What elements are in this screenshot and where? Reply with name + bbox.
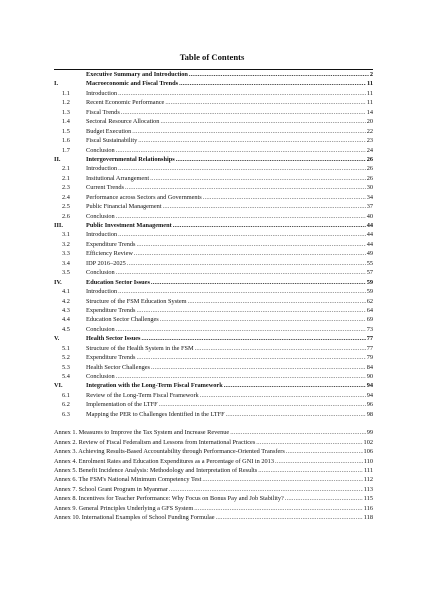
toc-entry-number: 1.5 bbox=[62, 127, 70, 135]
dot-leader bbox=[116, 372, 366, 381]
dot-leader bbox=[118, 164, 366, 173]
dot-leader bbox=[163, 202, 366, 211]
toc-entry-label: Public Financial Management bbox=[86, 203, 162, 211]
toc-exec-entry[interactable] bbox=[54, 69, 373, 79]
toc-entry-number: 3.1 bbox=[62, 231, 70, 239]
toc-entry-number: IV. bbox=[54, 278, 62, 286]
toc-subsection-entry[interactable] bbox=[54, 89, 373, 98]
toc-subsection-entry[interactable] bbox=[54, 287, 373, 296]
toc-entry-page: 34 bbox=[366, 193, 373, 201]
toc-section-entry[interactable] bbox=[54, 278, 373, 287]
dot-leader bbox=[176, 155, 366, 164]
toc-entry-number: 3.5 bbox=[62, 269, 70, 277]
toc-entry-page: 111 bbox=[364, 466, 373, 474]
toc-entry-label: Introduction bbox=[86, 89, 118, 97]
toc-entry-number: 2.4 bbox=[62, 193, 70, 201]
toc-entry-page: 44 bbox=[366, 231, 373, 239]
toc-entry-page: 11 bbox=[367, 80, 373, 88]
dot-leader bbox=[137, 240, 366, 249]
toc-entry-label: Expenditure Trends bbox=[86, 240, 136, 248]
toc-entry-number: 6.2 bbox=[62, 401, 70, 409]
toc-entry-page: 24 bbox=[366, 146, 373, 154]
page-title: Table of Contents bbox=[179, 52, 245, 62]
toc-entry-number: V. bbox=[54, 335, 60, 343]
toc-subsection-entry[interactable] bbox=[54, 117, 373, 126]
toc-entry-number: 4.5 bbox=[62, 325, 70, 333]
toc-entry-number: II. bbox=[54, 155, 61, 163]
toc-entry-number: 3.3 bbox=[62, 250, 70, 258]
toc-entry-number: 2.5 bbox=[62, 203, 70, 211]
toc-subsection-entry[interactable] bbox=[54, 249, 373, 258]
toc-entry-number: 5.2 bbox=[62, 354, 70, 362]
toc-annex-entry[interactable] bbox=[54, 475, 373, 484]
toc-entry-label: Education Sector Challenges bbox=[86, 316, 159, 324]
toc-entry-page: 59 bbox=[366, 278, 373, 286]
toc-gap bbox=[54, 419, 373, 428]
toc-entry-page: 44 bbox=[366, 240, 373, 248]
toc-entry-label: Performance across Sectors and Governments bbox=[86, 193, 202, 201]
toc-entry-label: Integration with the Long-Term Fiscal Framework bbox=[86, 382, 223, 390]
toc-entry-label: Annex 1. Measures to Improve the Tax System and Increase Revenue bbox=[54, 429, 230, 437]
toc-entry-label: Expenditure Trends bbox=[86, 306, 136, 314]
toc-entry-number: 6.1 bbox=[62, 391, 70, 399]
toc-entry-label: Structure of the FSM Education System bbox=[86, 297, 187, 305]
toc-subsection-entry[interactable] bbox=[54, 315, 373, 324]
toc-entry-page: 84 bbox=[366, 363, 373, 371]
dot-leader bbox=[116, 212, 366, 221]
toc-entry-page: 62 bbox=[366, 297, 373, 305]
dot-leader bbox=[200, 391, 366, 400]
toc-entry-page: 26 bbox=[366, 165, 373, 173]
toc-entry-page: 112 bbox=[363, 476, 373, 484]
toc-entry-page: 49 bbox=[366, 250, 373, 258]
toc-section-entry[interactable] bbox=[54, 334, 373, 343]
dot-leader bbox=[285, 494, 363, 503]
dot-leader bbox=[275, 457, 363, 466]
toc-entry-page: 110 bbox=[363, 457, 373, 465]
toc-entry-label: Structure of the Health System in the FSM bbox=[86, 344, 194, 352]
toc-entry-label: Health Sector Challenges bbox=[86, 363, 150, 371]
toc-subsection-entry[interactable] bbox=[54, 98, 373, 107]
dot-leader bbox=[121, 108, 366, 117]
toc-entry-page: 2 bbox=[369, 71, 373, 78]
dot-leader bbox=[150, 174, 366, 183]
toc-subsection-entry[interactable] bbox=[54, 344, 373, 353]
toc-entry-label: Annex 3. Achieving Results-Based Accountability through Performance-Oriented Transfers bbox=[54, 448, 285, 456]
toc-entry-page: 22 bbox=[366, 127, 373, 135]
toc-entry-label: Annex 9. General Principles Underlying a GFS System bbox=[54, 504, 194, 512]
toc-entry-page: 11 bbox=[366, 89, 373, 97]
toc-annex-entry[interactable] bbox=[54, 447, 373, 456]
toc-entry-label: Public Investment Management bbox=[86, 222, 172, 229]
toc-entry-label: Intergovernmental Relationships bbox=[86, 155, 175, 163]
toc-subsection-entry[interactable] bbox=[54, 353, 373, 362]
toc-subsection-entry[interactable] bbox=[54, 183, 373, 192]
toc-section-entry[interactable] bbox=[54, 155, 373, 164]
dot-leader bbox=[151, 278, 366, 287]
dot-leader bbox=[195, 344, 366, 353]
toc-entry-label: Recent Economic Performance bbox=[86, 99, 165, 107]
toc-entry-page: 77 bbox=[366, 335, 373, 343]
toc-entry-number: 4.1 bbox=[62, 288, 70, 296]
toc-annexes bbox=[54, 428, 373, 522]
toc-entry-number: 4.2 bbox=[62, 297, 70, 305]
toc-subsection-entry[interactable] bbox=[54, 363, 373, 372]
toc-entry-label: Conclusion bbox=[86, 146, 115, 154]
toc-entry-page: 96 bbox=[366, 401, 373, 409]
toc-entry-label: Executive Summary and Introduction bbox=[86, 71, 188, 78]
toc-entry-page: 77 bbox=[366, 344, 373, 352]
toc-entry-page: 79 bbox=[366, 354, 373, 362]
toc-entry-page: 94 bbox=[366, 391, 373, 399]
toc-entry-page: 116 bbox=[363, 504, 373, 512]
toc-entry-page: 113 bbox=[363, 485, 373, 493]
table-of-contents bbox=[54, 69, 373, 523]
toc-annex-entry[interactable] bbox=[54, 428, 373, 437]
toc-subsection-entry[interactable] bbox=[54, 259, 373, 268]
toc-entry-page: 20 bbox=[366, 118, 373, 126]
toc-entry-number: 1.7 bbox=[62, 146, 70, 154]
dot-leader bbox=[127, 259, 366, 268]
toc-entry-label: Sectoral Resource Allocation bbox=[86, 118, 160, 126]
dot-leader bbox=[116, 325, 366, 334]
toc-entry-number: 5.3 bbox=[62, 363, 70, 371]
toc-entry-label: Mapping the PER to Challenges Identified in the LTFF bbox=[86, 410, 225, 418]
toc-entry-number: 4.4 bbox=[62, 316, 70, 324]
toc-entry-page: 11 bbox=[366, 99, 373, 107]
dot-leader bbox=[189, 70, 369, 79]
toc-entry-page: 44 bbox=[366, 222, 373, 229]
toc-entry-page: 64 bbox=[366, 306, 373, 314]
toc-entry-label: Introduction bbox=[86, 165, 118, 173]
dot-leader bbox=[116, 146, 366, 155]
toc-entry-page: 90 bbox=[366, 373, 373, 380]
toc-section-entry[interactable] bbox=[54, 221, 373, 230]
toc-subsection-entry[interactable] bbox=[54, 400, 373, 409]
toc-subsection-entry[interactable] bbox=[54, 410, 373, 419]
toc-entry-page: 37 bbox=[366, 203, 373, 211]
toc-entry-label: IDP 2016–2025 bbox=[86, 259, 126, 267]
toc-entry-label: Macroeconomic and Fiscal Trends bbox=[86, 80, 179, 88]
toc-entry-number: VI. bbox=[54, 382, 63, 390]
toc-entry-page: 69 bbox=[366, 316, 373, 324]
toc-entry-number: 1.6 bbox=[62, 137, 70, 145]
toc-subsection-entry[interactable] bbox=[54, 306, 373, 315]
toc-entry-label: Insitutional Arrangement bbox=[86, 174, 150, 182]
toc-annex-entry[interactable] bbox=[54, 513, 373, 522]
toc-entry-page: 118 bbox=[363, 514, 373, 522]
toc-entry-number: 1.2 bbox=[62, 99, 70, 107]
dot-leader bbox=[137, 353, 366, 362]
toc-entry-number: 2.6 bbox=[62, 212, 70, 220]
toc-entry-number: III. bbox=[54, 222, 63, 229]
toc-entry-number: 1.1 bbox=[62, 89, 70, 97]
dot-leader bbox=[159, 400, 366, 409]
toc-subsection-entry[interactable] bbox=[54, 127, 373, 136]
dot-leader bbox=[137, 306, 366, 315]
toc-entry-number: 5.1 bbox=[62, 344, 70, 352]
toc-annex-entry[interactable] bbox=[54, 504, 373, 513]
dot-leader bbox=[132, 127, 365, 136]
toc-subsection-entry[interactable] bbox=[54, 325, 373, 334]
toc-entry-label: Budget Execution bbox=[86, 127, 132, 135]
dot-leader bbox=[203, 193, 366, 202]
toc-subsection-entry[interactable] bbox=[54, 240, 373, 249]
toc-entry-page: 57 bbox=[366, 269, 373, 277]
toc-entry-label: Review of the Long-Term Fiscal Framework bbox=[86, 391, 199, 399]
dot-leader bbox=[118, 287, 366, 296]
toc-entry-page: 94 bbox=[366, 382, 373, 390]
toc-entry-label: Efficiency Review bbox=[86, 250, 133, 258]
dot-leader bbox=[151, 363, 366, 372]
dot-leader bbox=[173, 221, 366, 230]
toc-entry-number: 2.1 bbox=[62, 165, 70, 173]
toc-entry-label: Annex 7. School Grant Program in Myanmar bbox=[54, 485, 168, 493]
toc-entry-number: 1.4 bbox=[62, 118, 70, 126]
toc-entry-label: Annex 8. Incentives for Teacher Performance: Why Focus on Bonus Pay and Job Stability? bbox=[54, 495, 284, 503]
toc-entry-label: Education Sector Issues bbox=[86, 278, 150, 286]
dot-leader bbox=[224, 381, 366, 390]
toc-entry-label: Annex 10. International Examples of School Funding Formulae bbox=[54, 514, 215, 522]
toc-subsection-entry[interactable] bbox=[54, 108, 373, 117]
toc-entry-label: Implementation of the LTFF bbox=[86, 401, 158, 409]
toc-entry-page: 73 bbox=[366, 325, 373, 333]
toc-entry-number: 5.4 bbox=[62, 373, 70, 380]
toc-entry-label: Fiscal Trends bbox=[86, 108, 120, 116]
dot-leader bbox=[165, 98, 366, 107]
dot-leader bbox=[202, 475, 362, 484]
toc-subsection-entry[interactable] bbox=[54, 146, 373, 155]
toc-section-entry[interactable] bbox=[54, 381, 373, 390]
dot-leader bbox=[169, 485, 363, 494]
toc-subsection-entry[interactable] bbox=[54, 193, 373, 202]
toc-annex-entry[interactable] bbox=[54, 485, 373, 494]
toc-entry-label: Annex 6. The FSM's National Minimum Competency Test bbox=[54, 476, 202, 484]
toc-entry-page: 14 bbox=[366, 108, 373, 116]
toc-entry-page: 30 bbox=[366, 184, 373, 192]
toc-entry-label: Health Sector Issues bbox=[86, 335, 141, 343]
dot-leader bbox=[230, 428, 366, 437]
toc-entry-page: 99 bbox=[366, 429, 373, 437]
toc-entry-page: 40 bbox=[366, 212, 373, 220]
toc-annex-entry[interactable] bbox=[54, 438, 373, 447]
toc-subsection-entry[interactable] bbox=[54, 174, 373, 183]
toc-entry-page: 26 bbox=[366, 174, 373, 182]
toc-entry-label: Conclusion bbox=[86, 212, 115, 220]
dot-leader bbox=[141, 334, 365, 343]
toc-entry-label: Fiscal Sustainability bbox=[86, 137, 138, 145]
toc-entry-label: Expenditure Trends bbox=[86, 354, 136, 362]
dot-leader bbox=[116, 268, 366, 277]
toc-entry-page: 102 bbox=[363, 438, 373, 446]
toc-subsection-entry[interactable] bbox=[54, 297, 373, 306]
toc-entry-label: Introduction bbox=[86, 288, 118, 296]
toc-entry-label: Annex 4. Enrolment Rates and Education Expenditures as a Percentage of GNI in 2013 bbox=[54, 457, 274, 465]
toc-annex-entry[interactable] bbox=[54, 457, 373, 466]
dot-leader bbox=[160, 315, 366, 324]
toc-annex-entry[interactable] bbox=[54, 494, 373, 503]
toc-entry-label: Annex 2. Review of Fiscal Federalism and Lessons from International Practices bbox=[54, 438, 256, 446]
toc-entry-label: Current Trends bbox=[86, 184, 124, 192]
dot-leader bbox=[125, 183, 366, 192]
dot-leader bbox=[118, 230, 366, 239]
toc-entry-number: 2.3 bbox=[62, 184, 70, 192]
toc-entry-label: Conclusion bbox=[86, 325, 115, 333]
toc-subsection-entry[interactable] bbox=[54, 164, 373, 173]
toc-section-entry[interactable] bbox=[54, 79, 373, 88]
dot-leader bbox=[138, 136, 365, 145]
toc-entry-number: 6.3 bbox=[62, 410, 70, 418]
toc-annex-entry[interactable] bbox=[54, 466, 373, 475]
dot-leader bbox=[226, 410, 366, 419]
toc-entry-page: 23 bbox=[366, 137, 373, 145]
dot-leader bbox=[160, 117, 365, 126]
toc-entry-page: 26 bbox=[366, 155, 373, 163]
dot-leader bbox=[286, 447, 363, 456]
toc-subsection-entry[interactable] bbox=[54, 372, 373, 381]
toc-entry-number: I. bbox=[54, 80, 59, 88]
dot-leader bbox=[134, 249, 366, 258]
toc-entry-label: Annex 5. Benefit Incidence Analysis: Methodology and Interpretation of Results bbox=[54, 466, 258, 474]
toc-entry-page: 55 bbox=[366, 259, 373, 267]
dot-leader bbox=[179, 79, 366, 88]
dot-leader bbox=[188, 297, 366, 306]
toc-subsection-entry[interactable] bbox=[54, 202, 373, 211]
toc-entry-number: 1.3 bbox=[62, 108, 70, 116]
dot-leader bbox=[256, 438, 362, 447]
toc-entry-label: Conclusion bbox=[86, 373, 115, 380]
toc-entry-number: 3.2 bbox=[62, 240, 70, 248]
toc-chapters bbox=[54, 69, 373, 419]
toc-entry-label: Introduction bbox=[86, 231, 118, 239]
dot-leader bbox=[216, 513, 363, 522]
toc-subsection-entry[interactable] bbox=[54, 230, 373, 239]
dot-leader bbox=[194, 504, 363, 513]
toc-entry-number: 4.3 bbox=[62, 306, 70, 314]
toc-entry-number: 3.4 bbox=[62, 259, 70, 267]
toc-subsection-entry[interactable] bbox=[54, 212, 373, 221]
toc-subsection-entry[interactable] bbox=[54, 136, 373, 145]
toc-subsection-entry[interactable] bbox=[54, 391, 373, 400]
dot-leader bbox=[258, 466, 363, 475]
toc-entry-page: 106 bbox=[363, 448, 373, 456]
toc-entry-page: 98 bbox=[366, 410, 373, 418]
toc-entry-label: Conclusion bbox=[86, 269, 115, 277]
toc-entry-page: 59 bbox=[366, 288, 373, 296]
dot-leader bbox=[118, 89, 366, 98]
toc-subsection-entry[interactable] bbox=[54, 268, 373, 277]
toc-entry-number: 2.1 bbox=[62, 174, 70, 182]
toc-entry-page: 115 bbox=[363, 495, 373, 503]
